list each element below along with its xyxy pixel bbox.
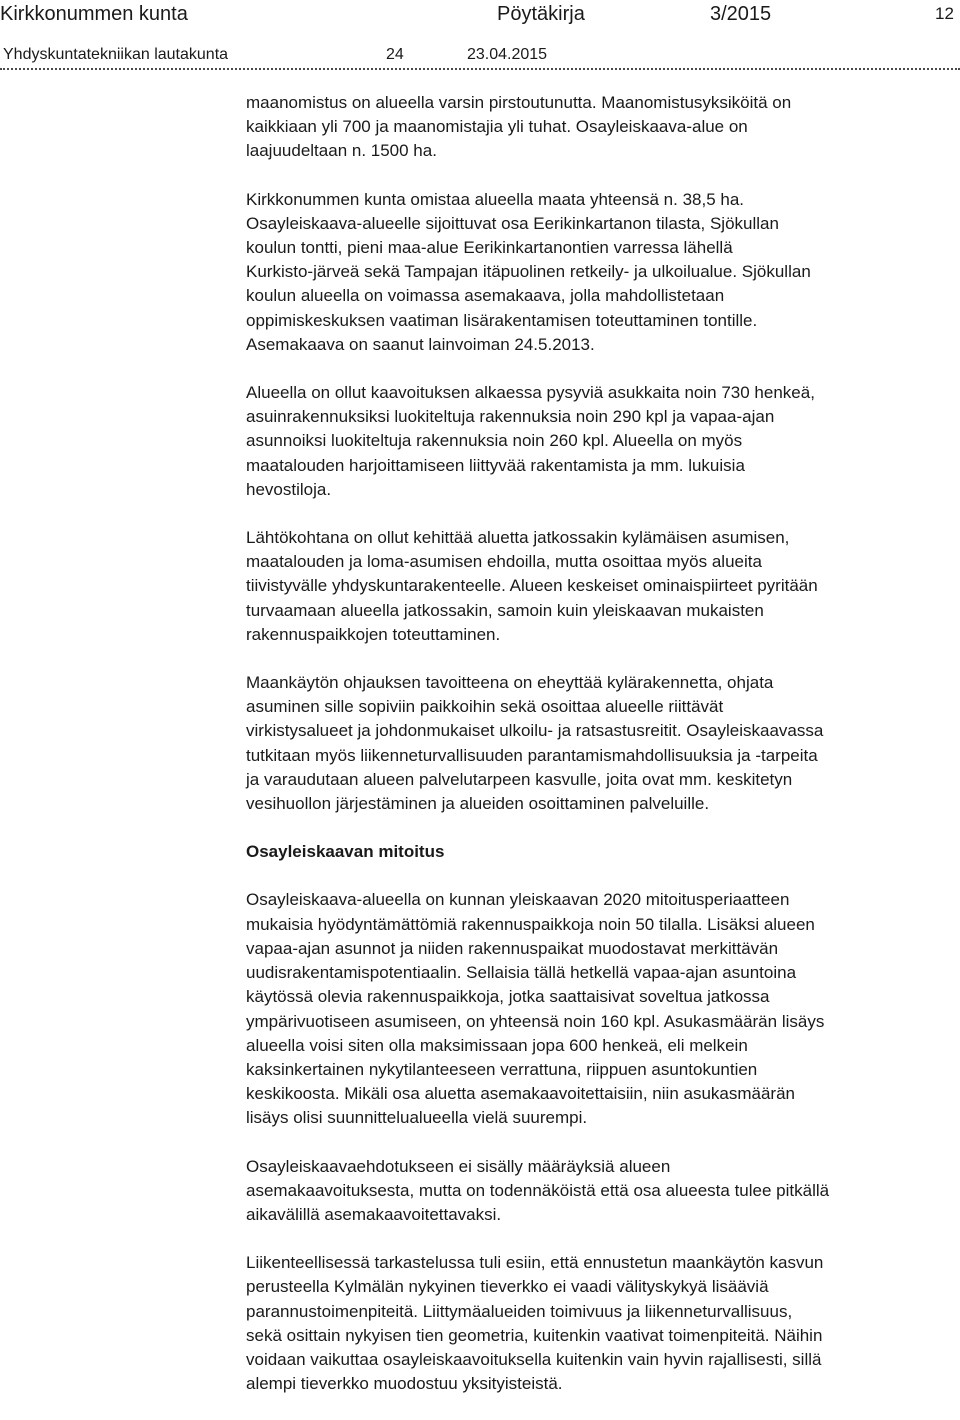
paragraph-detailed-planning: Osayleiskaavaehdotukseen ei sisälly määräyksiä alueen asemakaavoituksesta, mutta on todennäköistä että osa alueesta tulee pitkällä aikavälillä asemakaavoitettavaksi.	[246, 1156, 830, 1224]
section-number: 24	[386, 46, 404, 63]
page-header	[0, 0, 960, 70]
paragraph-traffic: Liikenteellisessä tarkastelussa tuli esiin, että ennustetun maankäytön kasvun perusteella Kylmälän nykyinen tieverkko ei vaadi välityskykyä lisääviä parannustoimenpiteitä. Liittymäalueiden toimivuus ja liikenneturvallisuus, sekä osittain nykyisen tien geometria, kuitenkin vaativat toimenpiteitä. Näihin voidaan vaikuttaa osayleiskaavoituksella kuitenkin vain hyvin rajallisesti, sillä alempi tieverkko muodostuu yksityisteistä.	[246, 1253, 824, 1394]
paragraph-dimensioning: Osayleiskaava-alueella on kunnan yleiskaavan 2020 mitoitusperiaatteen mukaisia hyödyntämättömiä rakennuspaikkoja noin 50 tilalla. Lisäksi alueen vapaa-ajan asunnot ja niiden rakennuspaikat muodostavat merkittävän uudisrakentamispotentiaalin. Sellaisia tällä hetkellä vapaa-ajan asuntoina käytössä olevia rakennuspaikkoja, jotka saattaisivat soveltua jatkossa ympärivuotiseen asumiseen, on yhteensä noin 160 kpl. Asukasmäärän lisäys alueella voisi siten olla maksimissaan jopa 600 henkeä, eli melkein kaksinkertainen nykytilanteeseen verrattuna, riippuen asuntokuntien keskikoosta. Mikäli osa aluetta asemakaavoitettaisiin, niin asukasmäärän lisäys olisi suunnittelualueella vielä suurempi.	[246, 890, 825, 1128]
paragraph-land-ownership: maanomistus on alueella varsin pirstoutunutta. Maanomistusyksiköitä on kaikkiaan yli 700 ja maanomistajia yli tuhat. Osayleiskaava-alue on laajuudeltaan n. 1500 ha.	[246, 93, 792, 161]
paragraph-municipal-land: Kirkkonummen kunta omistaa alueella maata yhteensä n. 38,5 ha. Osayleiskaava-alueelle sijoittuvat osa Eerikinkartanon tilasta, Sjökullan koulun tontti, pieni maa-alue Eerikinkartanontien varressa lähellä Kurkisto-järveä sekä Tampajan itäpuolinen retkeily- ja ulkoilualue. Sjökullan koulun alueella on voimassa asemakaava, jolla mahdollistetaan oppimiskeskuksen vaatiman lisärakentamisen toteuttaminen tontille. Asemakaava on saanut lainvoiman 24.5.2013.	[246, 189, 811, 354]
document-body	[246, 91, 946, 1420]
paragraph-land-use-goals: Maankäytön ohjauksen tavoitteena on eheyttää kylärakennetta, ohjata asuminen sille sopiviin paikkoihin sekä osoittaa alueelle riittävät virkistysalueet ja johdonmukaiset ulkoilu- ja ratsastusreitit. Osayleiskaavassa tutkitaan myös liikenneturvallisuuden parantamismahdollisuuksia ja -tarpeita ja varaudutaan alueen palvelutarpeen kasvulle, joita ovat mm. keskitetyn vesihuollon järjestäminen ja alueiden osoittaminen palveluille.	[246, 673, 824, 814]
paragraph-residents: Alueella on ollut kaavoituksen alkaessa pysyviä asukkaita noin 730 henkeä, asuinrakennuksiksi luokiteltuja rakennuksia noin 290 kpl ja vapaa-ajan asunnoiksi luokiteltuja rakennuksia noin 260 kpl. Alueella on myös maatalouden harjoittamiseen liittyvää rakentamista ja mm. lukuisia hevostiloja.	[246, 383, 815, 499]
meeting-date: 23.04.2015	[467, 46, 548, 63]
issue-number: 3/2015	[710, 3, 772, 25]
page-number: 12	[935, 4, 954, 23]
section-heading: Osayleiskaavan mitoitus	[246, 842, 445, 862]
board-name: Yhdyskuntatekniikan lautakunta	[3, 46, 229, 63]
paragraph-starting-point: Lähtökohtana on ollut kehittää aluetta jatkossakin kylämäisen asumisen, maatalouden ja loma-asumisen ehdoilla, mutta osoittaa myös alueita tiivistyvälle yhdyskuntarakenteelle. Alueen keskeiset ominaispiirteet pyritään turvaamaan alueella jatkossakin, samoin kuin yleiskaavan mukaisten rakennuspaikkojen toteuttaminen.	[246, 528, 818, 644]
document-type: Pöytäkirja	[497, 3, 585, 25]
header-divider	[0, 68, 960, 70]
municipality-name: Kirkkonummen kunta	[0, 3, 188, 25]
